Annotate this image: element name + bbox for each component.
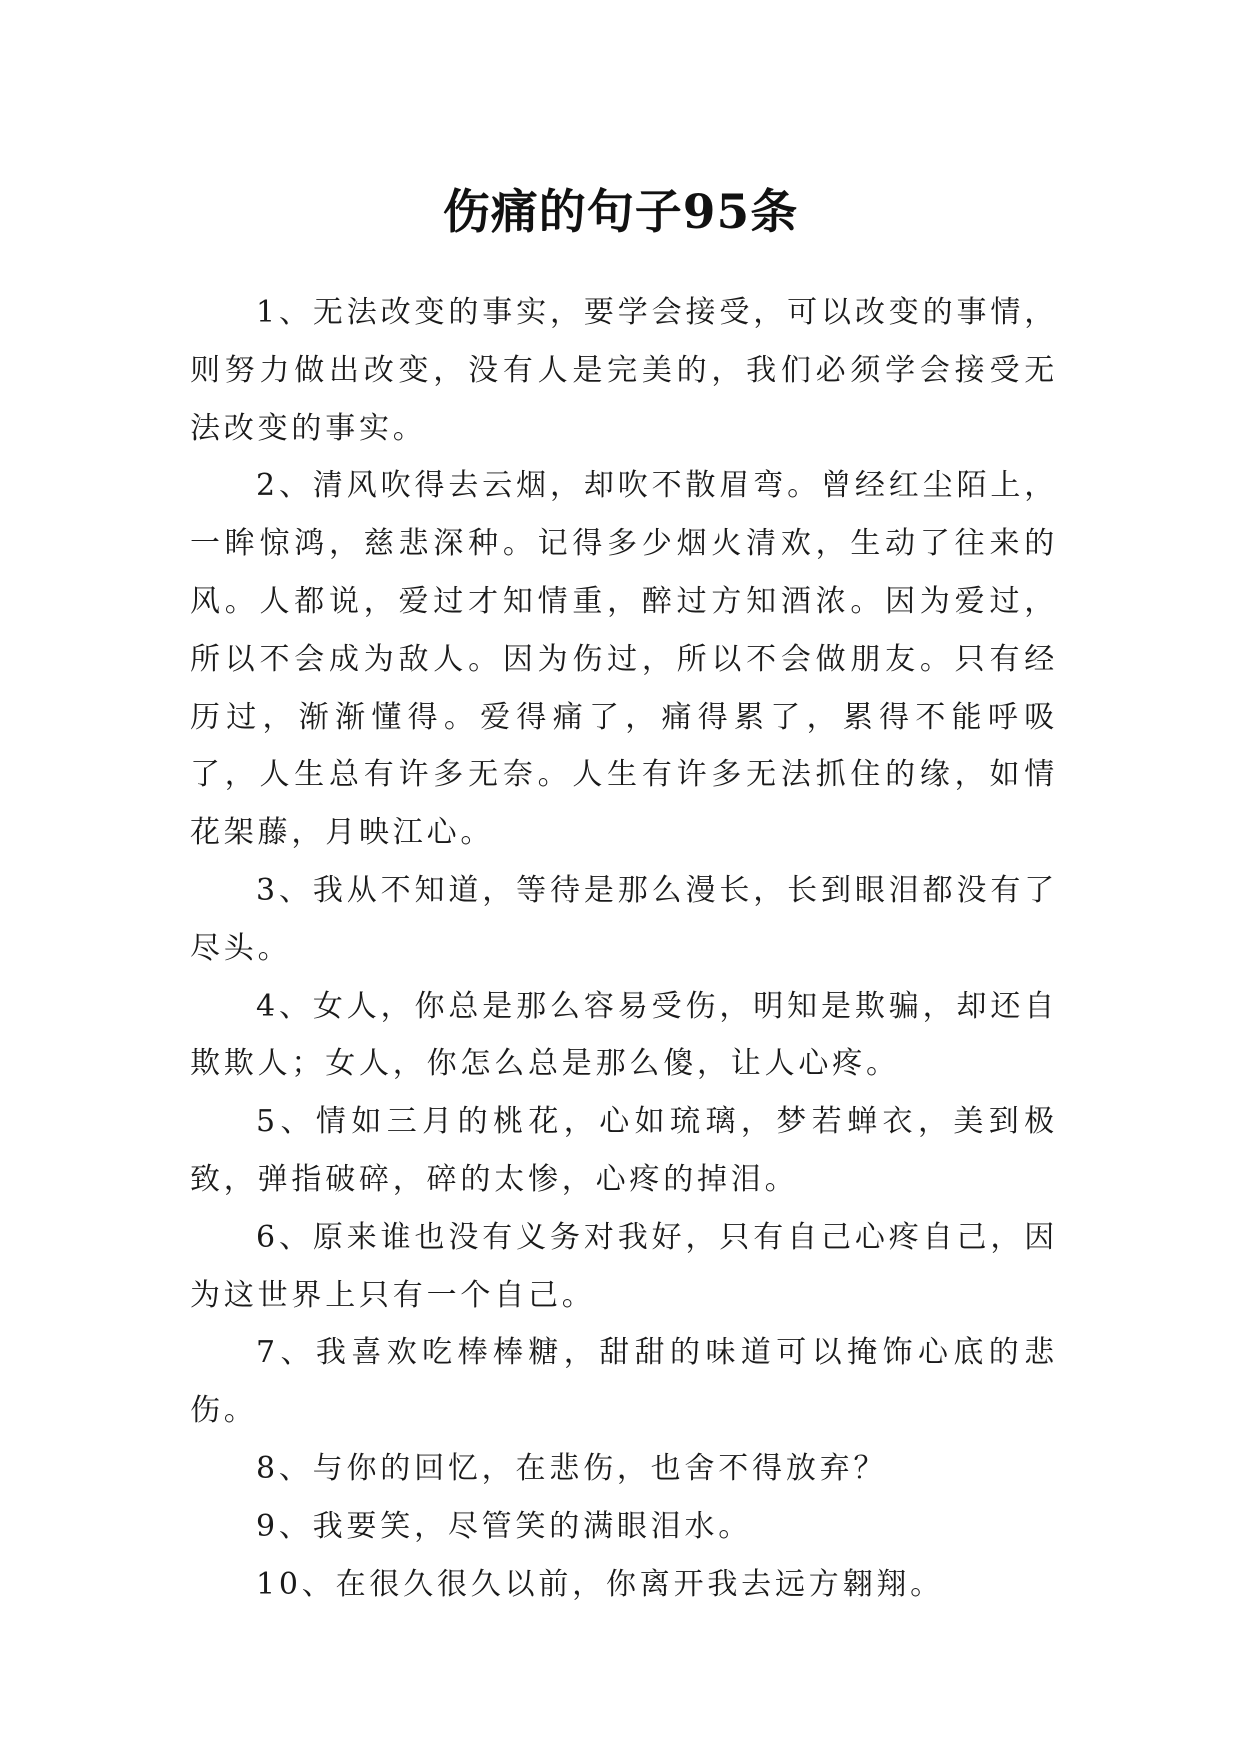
document-body [190,284,1058,1613]
paragraph-1: 1、无法改变的事实，要学会接受，可以改变的事情，则努力做出改变，没有人是完美的，我们必须学会接受无法改变的事实。 [190,295,1058,446]
paragraph-9: 9、我要笑，尽管笑的满眼泪水。 [256,1508,753,1544]
paragraph-4: 4、女人，你总是那么容易受伤，明知是欺骗，却还自欺欺人；女人，你怎么总是那么傻，让人心疼。 [190,988,1058,1082]
paragraph-7: 7、我喜欢吃棒棒糖，甜甜的味道可以掩饰心底的悲伤。 [190,1335,1058,1429]
paragraph-8: 8、与你的回忆，在悲伤，也舍不得放弃？ [256,1450,888,1486]
paragraph-3: 3、我从不知道，等待是那么漫长，长到眼泪都没有了尽头。 [190,872,1058,966]
paragraph-10: 10、在很久很久以前，你离开我去远方翱翔。 [256,1566,944,1602]
paragraph-6: 6、原来谁也没有义务对我好，只有自己心疼自己，因为这世界上只有一个自己。 [190,1219,1058,1313]
paragraph-5: 5、情如三月的桃花，心如琉璃，梦若蝉衣，美到极致，弹指破碎，碎的太惨，心疼的掉泪。 [190,1104,1058,1197]
page-title: 伤痛的句子95条 [442,185,799,241]
paragraph-2: 2、清风吹得去云烟，却吹不散眉弯。曾经红尘陌上，一眸惊鸿，慈悲深种。记得多少烟火清欢，生动了往来的风。人都说，爱过才知情重，醉过方知酒浓。因为爱过，所以不会成为敌人。因为伤过，所以不会做朋友。只有经历过，渐渐懂得。爱得痛了，痛得累了，累得不能呼吸了，人生总有许多无奈。人生有许多无法抓住的缘，如情花架藤，月映江心。 [190,468,1058,851]
